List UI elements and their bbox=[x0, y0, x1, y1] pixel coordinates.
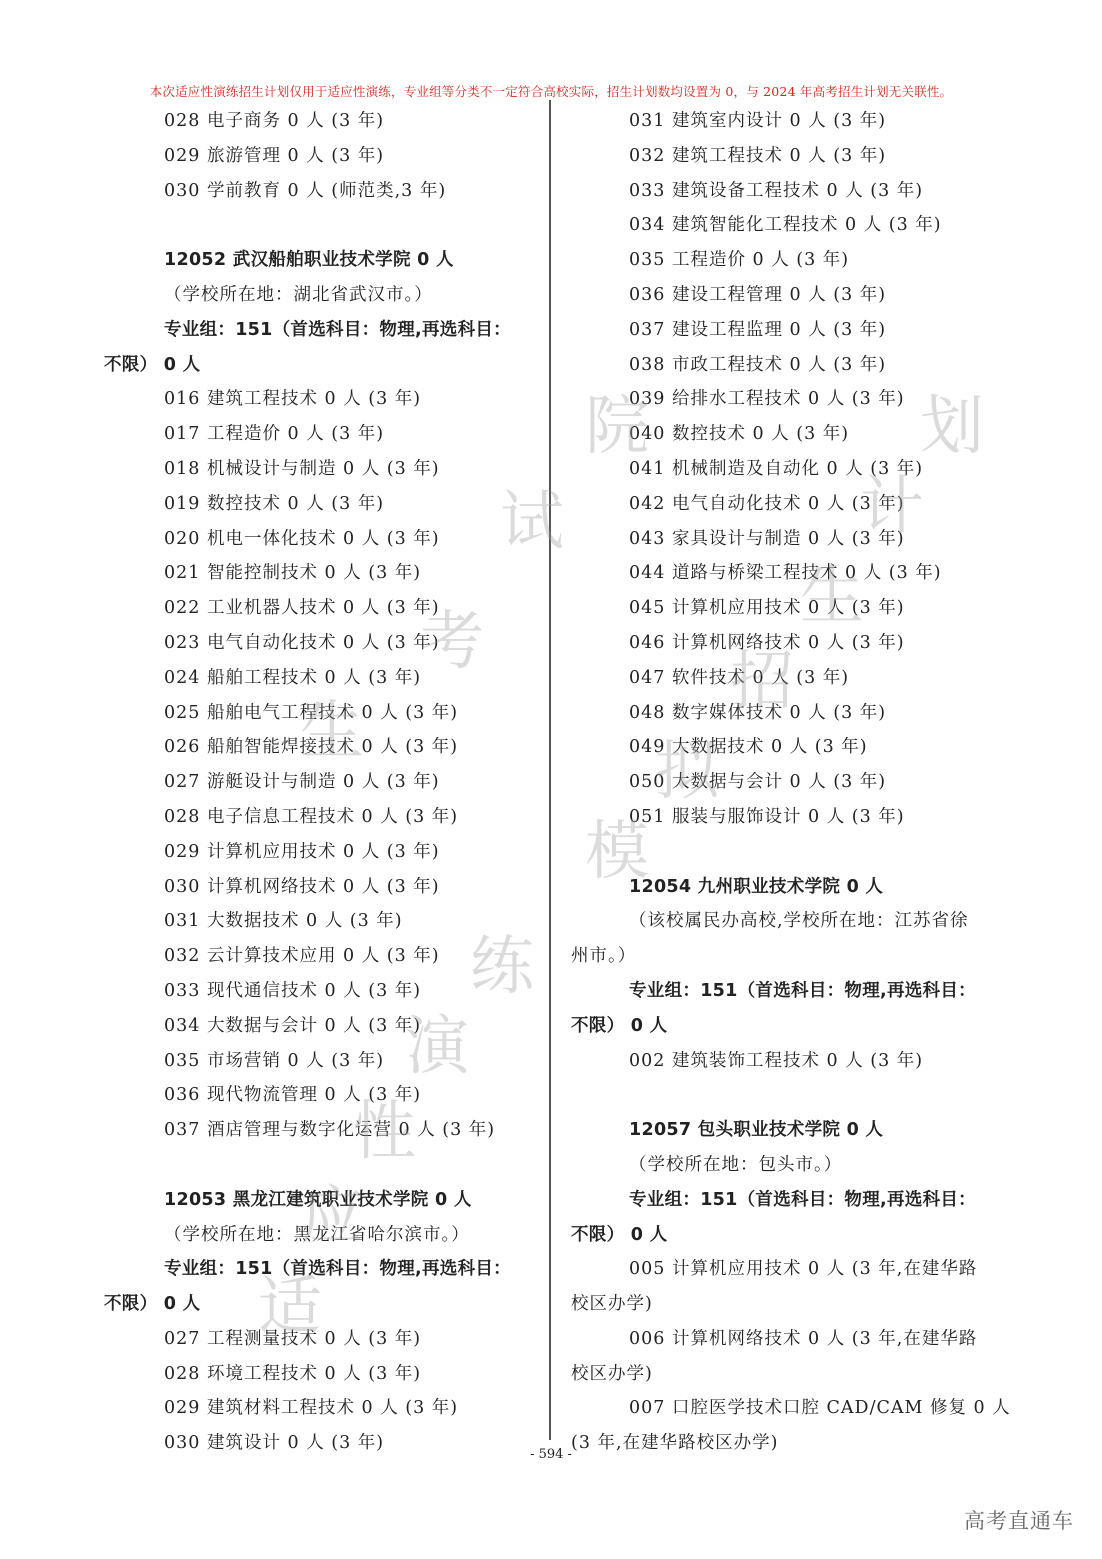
list-item: 007 口腔医学技术口腔 CAD/CAM 修复 0 人 bbox=[629, 1398, 1011, 1419]
watermark-char: 招 bbox=[730, 645, 794, 719]
list-item: 025 船舶电气工程技术 0 人 (3 年) bbox=[164, 702, 459, 723]
school-title-12054: 12054 九州职业技术学院 0 人 bbox=[629, 876, 884, 897]
list-item: 029 建筑材料工程技术 0 人 (3 年) bbox=[164, 1398, 459, 1419]
list-item: 026 船舶智能焊接技术 0 人 (3 年) bbox=[164, 737, 459, 758]
brand-watermark: 高考直通车 bbox=[964, 1509, 1074, 1533]
major-group-heading: 专业组：151（首选科目：物理,再选科目： bbox=[164, 319, 511, 340]
list-item: 030 计算机网络技术 0 人 (3 年) bbox=[164, 876, 440, 897]
list-item: 036 建设工程管理 0 人 (3 年) bbox=[629, 284, 887, 305]
major-group-heading-cont: 不限） 0 人 bbox=[104, 1294, 201, 1315]
list-item: 043 家具设计与制造 0 人 (3 年) bbox=[629, 528, 905, 549]
column-divider bbox=[549, 100, 551, 1440]
major-group-heading-cont: 不限） 0 人 bbox=[571, 1015, 668, 1036]
list-item: 048 数字媒体技术 0 人 (3 年) bbox=[629, 702, 887, 723]
school-title-12052: 12052 武汉船舶职业技术学院 0 人 bbox=[164, 250, 454, 271]
list-item-cont: 校区办学) bbox=[571, 1294, 653, 1315]
list-item: 020 机电一体化技术 0 人 (3 年) bbox=[164, 528, 440, 549]
list-item: 032 建筑工程技术 0 人 (3 年) bbox=[629, 145, 887, 166]
list-item: 034 大数据与会计 0 人 (3 年) bbox=[164, 1015, 422, 1036]
list-item: 029 计算机应用技术 0 人 (3 年) bbox=[164, 841, 440, 862]
school-title-12053: 12053 黑龙江建筑职业技术学院 0 人 bbox=[164, 1189, 472, 1210]
school-location: （学校所在地：黑龙江省哈尔滨市。） bbox=[164, 1224, 470, 1245]
list-item: 030 建筑设计 0 人 (3 年) bbox=[164, 1433, 385, 1454]
list-item: 045 计算机应用技术 0 人 (3 年) bbox=[629, 598, 905, 619]
school-location-cont: 州市。） bbox=[571, 946, 637, 967]
list-item-cont: (3 年,在建华路校区办学) bbox=[571, 1433, 779, 1454]
school-title-12057: 12057 包头职业技术学院 0 人 bbox=[629, 1120, 884, 1141]
list-item: 005 计算机应用技术 0 人 (3 年,在建华路 bbox=[629, 1259, 978, 1280]
list-item-cont: 校区办学) bbox=[571, 1363, 653, 1384]
watermark-char: 计 bbox=[860, 470, 924, 544]
watermark-char: 考 bbox=[420, 605, 484, 679]
list-item: 022 工业机器人技术 0 人 (3 年) bbox=[164, 598, 440, 619]
watermark-char: 生 bbox=[800, 560, 864, 634]
left-column bbox=[104, 104, 534, 1461]
school-location: （学校所在地：包头市。） bbox=[629, 1154, 843, 1175]
list-item: 002 建筑装饰工程技术 0 人 (3 年) bbox=[629, 1050, 924, 1071]
list-item: 027 游艇设计与制造 0 人 (3 年) bbox=[164, 772, 440, 793]
right-column bbox=[571, 104, 1011, 1461]
watermark-char: 模 bbox=[585, 815, 649, 889]
list-item: 032 云计算技术应用 0 人 (3 年) bbox=[164, 946, 440, 967]
major-list-12052 bbox=[104, 382, 534, 1148]
list-item: 016 建筑工程技术 0 人 (3 年) bbox=[164, 389, 422, 410]
list-item: 047 软件技术 0 人 (3 年) bbox=[629, 667, 850, 688]
list-item: 023 电气自动化技术 0 人 (3 年) bbox=[164, 632, 440, 653]
list-item: 028 电子商务 0 人 (3 年) bbox=[164, 111, 385, 131]
major-list-12057 bbox=[571, 1252, 1011, 1461]
list-item: 031 建筑室内设计 0 人 (3 年) bbox=[629, 111, 887, 131]
list-item: 041 机械制造及自动化 0 人 (3 年) bbox=[629, 458, 924, 479]
list-item: 036 现代物流管理 0 人 (3 年) bbox=[164, 1085, 422, 1106]
list-item: 031 大数据技术 0 人 (3 年) bbox=[164, 911, 403, 932]
watermark-char: 应 bbox=[300, 1180, 364, 1254]
list-item: 037 建设工程监理 0 人 (3 年) bbox=[629, 319, 887, 340]
major-list-12053-cont bbox=[571, 104, 1001, 835]
school-location: （学校所在地：湖北省武汉市。） bbox=[164, 284, 433, 305]
school-location: （该校属民办高校,学校所在地：江苏省徐 bbox=[629, 911, 969, 932]
list-item: 034 建筑智能化工程技术 0 人 (3 年) bbox=[629, 215, 942, 236]
major-list-12053 bbox=[104, 1322, 534, 1461]
list-item: 038 市政工程技术 0 人 (3 年) bbox=[629, 354, 887, 375]
list-item: 018 机械设计与制造 0 人 (3 年) bbox=[164, 458, 440, 479]
watermark-char: 划 bbox=[920, 390, 984, 464]
disclaimer-notice: 本次适应性演练招生计划仅用于适应性演练，专业组等分类不一定符合高校实际，招生计划数均设置为 0，与 2024 年高考招生计划无关联性。 bbox=[149, 84, 953, 99]
list-item: 033 现代通信技术 0 人 (3 年) bbox=[164, 980, 422, 1001]
major-group-heading: 专业组：151（首选科目：物理,再选科目： bbox=[164, 1259, 511, 1280]
list-item: 024 船舶工程技术 0 人 (3 年) bbox=[164, 667, 422, 688]
list-item: 046 计算机网络技术 0 人 (3 年) bbox=[629, 632, 905, 653]
list-item: 035 工程造价 0 人 (3 年) bbox=[629, 250, 850, 271]
list-item: 019 数控技术 0 人 (3 年) bbox=[164, 493, 385, 514]
watermark-char: 拟 bbox=[655, 735, 719, 809]
list-item: 051 服装与服饰设计 0 人 (3 年) bbox=[629, 806, 905, 827]
watermark-char: 练 bbox=[470, 930, 534, 1004]
watermark-char: 性 bbox=[352, 1095, 416, 1169]
list-item: 040 数控技术 0 人 (3 年) bbox=[629, 424, 850, 445]
watermark-char: 生 bbox=[300, 695, 364, 769]
major-group-heading-cont: 不限） 0 人 bbox=[571, 1224, 668, 1245]
watermark-char: 试 bbox=[500, 485, 564, 559]
list-item: 029 旅游管理 0 人 (3 年) bbox=[164, 145, 385, 166]
major-group-heading: 专业组：151（首选科目：物理,再选科目： bbox=[629, 1189, 976, 1210]
list-item: 050 大数据与会计 0 人 (3 年) bbox=[629, 772, 887, 793]
list-item: 017 工程造价 0 人 (3 年) bbox=[164, 424, 385, 445]
list-item: 006 计算机网络技术 0 人 (3 年,在建华路 bbox=[629, 1328, 978, 1349]
watermark-char: 演 bbox=[405, 1010, 469, 1084]
page-number: - 594 - bbox=[530, 1447, 572, 1462]
list-item: 028 电子信息工程技术 0 人 (3 年) bbox=[164, 806, 459, 827]
list-item: 049 大数据技术 0 人 (3 年) bbox=[629, 737, 868, 758]
list-item: 030 学前教育 0 人 (师范类,3 年) bbox=[164, 180, 447, 201]
major-group-heading: 专业组：151（首选科目：物理,再选科目： bbox=[629, 980, 976, 1001]
major-group-heading-cont: 不限） 0 人 bbox=[104, 354, 201, 375]
list-item: 027 工程测量技术 0 人 (3 年) bbox=[164, 1328, 422, 1349]
list-item: 028 环境工程技术 0 人 (3 年) bbox=[164, 1363, 422, 1384]
watermark-char: 适 bbox=[258, 1270, 322, 1344]
watermark-char: 院 bbox=[585, 390, 649, 464]
list-item: 033 建筑设备工程技术 0 人 (3 年) bbox=[629, 180, 924, 201]
list-item: 021 智能控制技术 0 人 (3 年) bbox=[164, 563, 422, 584]
list-item: 042 电气自动化技术 0 人 (3 年) bbox=[629, 493, 905, 514]
list-item: 044 道路与桥梁工程技术 0 人 (3 年) bbox=[629, 563, 942, 584]
list-item: 035 市场营销 0 人 (3 年) bbox=[164, 1050, 385, 1071]
list-item: 039 给排水工程技术 0 人 (3 年) bbox=[629, 389, 905, 410]
list-item: 037 酒店管理与数字化运营 0 人 (3 年) bbox=[164, 1120, 496, 1141]
